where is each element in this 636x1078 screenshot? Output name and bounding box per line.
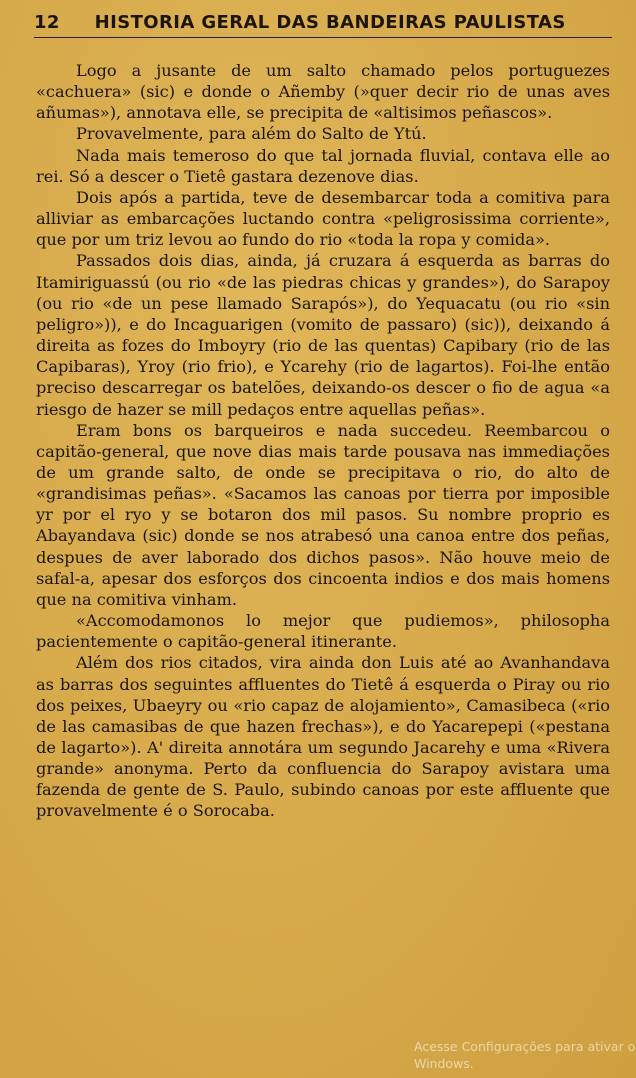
watermark-line: Windows. [414,1056,474,1071]
page-header [34,8,612,38]
activation-watermark [414,1038,636,1072]
paragraph: Dois após a partida, teve de desembarcar toda a comitiva para alliviar as embarcações luctando contra «peligrosissima corriente», que por um triz levou ao fundo do rio «toda la ropa y comida». [36,187,610,250]
watermark-line: Acesse Configurações para ativar o [414,1039,636,1054]
paragraph: Passados dois dias, ainda, já cruzara á esquerda as barras do Itamiriguassú (ou rio «de las piedras chicas y grandes»), do Sarapoy (ou rio «de un pese llamado Sarapós»), do Yequacatu (ou rio «sin peligro»)), e do Incaguarigen (vomito de passaro) (sic)), deixando á direita as fozes do Imboyry (rio de las quentas) Capibary (rio de las Capibaras), Yroy (rio frio), e Ycarehy (rio de lagartos). Foi-lhe então preciso descarregar os batelões, deixando-os descer o fio de agua «a riesgo de hazer se mill pedaços entre aquellas peñas». [36,251,610,419]
body-text [36,60,610,822]
paragraph: Nada mais temeroso do que tal jornada fluvial, contava elle ao rei. Só a descer o Tietê gastara dezenove dias. [36,145,610,186]
paragraph: Eram bons os barqueiros e nada succedeu. Reembarcou o capitão-general, que nove dias mais tarde pousava nas immediações de um grande salto, de onde se precipitava o rio, do alto de «grandisimas peñas». «Sacamos las canoas por tierra por imposible yr por el ryo y se botaron dos mil pasos. Su nombre proprio es Abayandava (sic) donde se nos atrabesó una canoa entre dos peñas, despues de aver laborado dos dichos pasos». Não houve meio de safal-a, apesar dos esforços dos cincoenta indios e dos mais homens que na comitiva vinham. [36,420,610,609]
running-head: HISTORIA GERAL DAS BANDEIRAS PAULISTAS [94,12,566,33]
paragraph: Além dos rios citados, vira ainda don Luis até ao Avanhandava as barras dos seguintes affluentes do Tietê á esquerda o Piray ou rio dos peixes, Ubaeyry ou «rio capaz de alojamiento», Camasibeca («rio de las camasibas de que hazen frechas»), e do Yacarepepi («pestana de lagarto»). A' direita annotára um segundo Jacarehy e uma «Rivera grande» anonyma. Perto da confluencia do Sarapoy avistara uma fazenda de gente de S. Paulo, subindo canoas por este affluente que provavelmente é o Sorocaba. [36,653,610,821]
paragraph: «Accomodamonos lo mejor que pudiemos», philosopha pacientemente o capitão-general itinerante. [36,611,610,652]
paragraph: Provavelmente, para além do Salto de Ytú. [76,124,427,144]
header-rule [34,37,612,38]
paragraph: Logo a jusante de um salto chamado pelos portuguezes «cachuera» (sic) e donde o Añemby (»quer decir rio de unas aves añumas»), annotava elle, se precipita de «altisimos peñascos». [36,61,610,123]
page-number: 12 [34,12,60,33]
